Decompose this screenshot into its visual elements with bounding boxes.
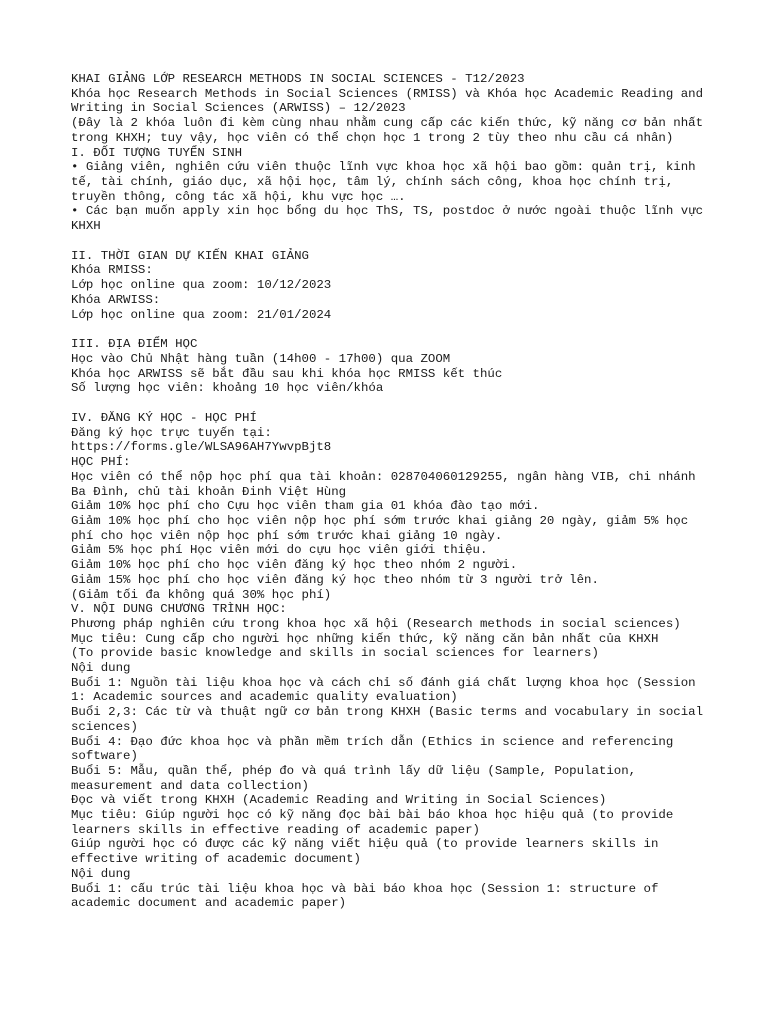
text-line: Giảm 10% học phí cho học viên nộp học phí sớm trước khai giảng 20 ngày, giảm 5% học phí cho học viên nộp học phí sớm trước khai giảng 10 ngày. <box>71 513 696 543</box>
text-line: Buổi 1: Nguồn tài liệu khoa học và cách chỉ số đánh giá chất lượng khoa học (Session 1: Academic sources and academic quality evaluation) <box>71 675 704 705</box>
text-line: Buổi 1: cấu trúc tài liệu khoa học và bài báo khoa học (Session 1: structure of academic document and academic paper) <box>71 881 666 911</box>
text-line: Phương pháp nghiên cứu trong khoa học xã hội (Research methods in social sciences) <box>71 616 681 631</box>
text-line: Khóa học ARWISS sẽ bắt đầu sau khi khóa học RMISS kết thúc <box>71 366 503 381</box>
text-line: (Giảm tối đa không quá 30% học phí) <box>71 587 332 602</box>
text-line: Khóa ARWISS: <box>71 292 161 307</box>
section-heading-schedule: II. THỜI GIAN DỰ KIẾN KHAI GIẢNG <box>71 248 309 263</box>
text-line: Giảm 10% học phí cho Cựu học viên tham gia 01 khóa đào tạo mới. <box>71 499 540 514</box>
course-subtitle: Khóa học Research Methods in Social Sciences (RMISS) và Khóa học Academic Reading and Writing in Social Sciences (ARWISS) – 12/2023 <box>71 86 711 116</box>
text-line: Buổi 4: Đạo đức khoa học và phần mềm trích dẫn (Ethics in science and referencing software) <box>71 734 681 764</box>
text-line: Buổi 2,3: Các từ và thuật ngữ cơ bản trong KHXH (Basic terms and vocabulary in social sciences) <box>71 705 711 734</box>
document-title: KHAI GIẢNG LỚP RESEARCH METHODS IN SOCIAL SCIENCES - T12/2023 <box>71 72 525 86</box>
text-line: Lớp học online qua zoom: 21/01/2024 <box>71 307 332 322</box>
text-line: Khóa RMISS: <box>71 263 153 278</box>
bullet-item: • Các bạn muốn apply xin học bổng du học ThS, TS, postdoc ở nước ngoài thuộc lĩnh vực KHXH <box>71 204 711 234</box>
blank-line <box>71 322 711 337</box>
text-line: Lớp học online qua zoom: 10/12/2023 <box>71 278 332 293</box>
text-line: Buổi 5: Mẫu, quần thể, phép đo và quá trình lấy dữ liệu (Sample, Population, measurement and data collection) <box>71 763 644 793</box>
text-line: Giảm 15% học phí cho học viên đăng ký học theo nhóm từ 3 người trở lên. <box>71 572 599 587</box>
section-heading-enrollment: I. ĐỐI TƯỢNG TUYỂN SINH <box>71 145 243 160</box>
blank-line <box>71 234 711 249</box>
text-line: Số lượng học viên: khoảng 10 học viên/khóa <box>71 381 384 396</box>
blank-line <box>71 396 711 411</box>
text-line: (To provide basic knowledge and skills in social sciences for learners) <box>71 646 599 661</box>
section-heading-registration: IV. ĐĂNG KÝ HỌC - HỌC PHÍ <box>71 411 257 426</box>
text-line: Mục tiêu: Giúp người học có kỹ năng đọc bài bài báo khoa học hiệu quả (to provide learners skills in effective reading of academic paper) <box>71 808 681 837</box>
text-line: Đọc và viết trong KHXH (Academic Reading and Writing in Social Sciences) <box>71 793 607 808</box>
text-line: Học viên có thể nộp học phí qua tài khoản: 028704060129255, ngân hàng VIB, chi nhánh Ba Đình, chủ tài khoản Đinh Việt Hùng <box>71 469 704 499</box>
text-line: Giúp người học có được các kỹ năng viết hiệu quả (to provide learners skills in effective writing of academic document) <box>71 837 666 867</box>
section-heading-content: V. NỘI DUNG CHƯƠNG TRÌNH HỌC: <box>71 602 287 617</box>
text-line: Đăng ký học trực tuyến tại: <box>71 425 272 440</box>
bullet-item: • Giảng viên, nghiên cứu viên thuộc lĩnh vực khoa học xã hội bao gồm: quản trị, kinh tế, tài chính, giáo dục, xã hội học, tâm lý, chính sách công, khoa học chính trị, truyền thông, công tác xã hội, khu vực học …. <box>71 160 704 204</box>
document-body <box>71 72 711 911</box>
text-line: HỌC PHÍ: <box>71 455 131 470</box>
text-line: Giảm 5% học phí Học viên mới do cựu học viên giới thiệu. <box>71 543 488 558</box>
registration-link[interactable]: https://forms.gle/WLSA96AH7YwvpBjt8 <box>71 440 332 455</box>
text-line: Mục tiêu: Cung cấp cho người học những kiến thức, kỹ năng căn bản nhất của KHXH <box>71 631 659 646</box>
course-note: (Đây là 2 khóa luôn đi kèm cùng nhau nhằm cung cấp các kiến thức, kỹ năng cơ bản nhất trong KHXH; tuy vậy, học viên có thể chọn học 1 trong 2 tùy theo nhu cầu cá nhân) <box>71 116 711 145</box>
text-line: Giảm 10% học phí cho học viên đăng ký học theo nhóm 2 người. <box>71 558 518 573</box>
text-line: Học vào Chủ Nhật hàng tuần (14h00 - 17h00) qua ZOOM <box>71 351 451 366</box>
text-line: Nội dung <box>71 661 131 676</box>
section-heading-location: III. ĐỊA ĐIỂM HỌC <box>71 337 198 352</box>
text-line: Nội dung <box>71 866 131 881</box>
